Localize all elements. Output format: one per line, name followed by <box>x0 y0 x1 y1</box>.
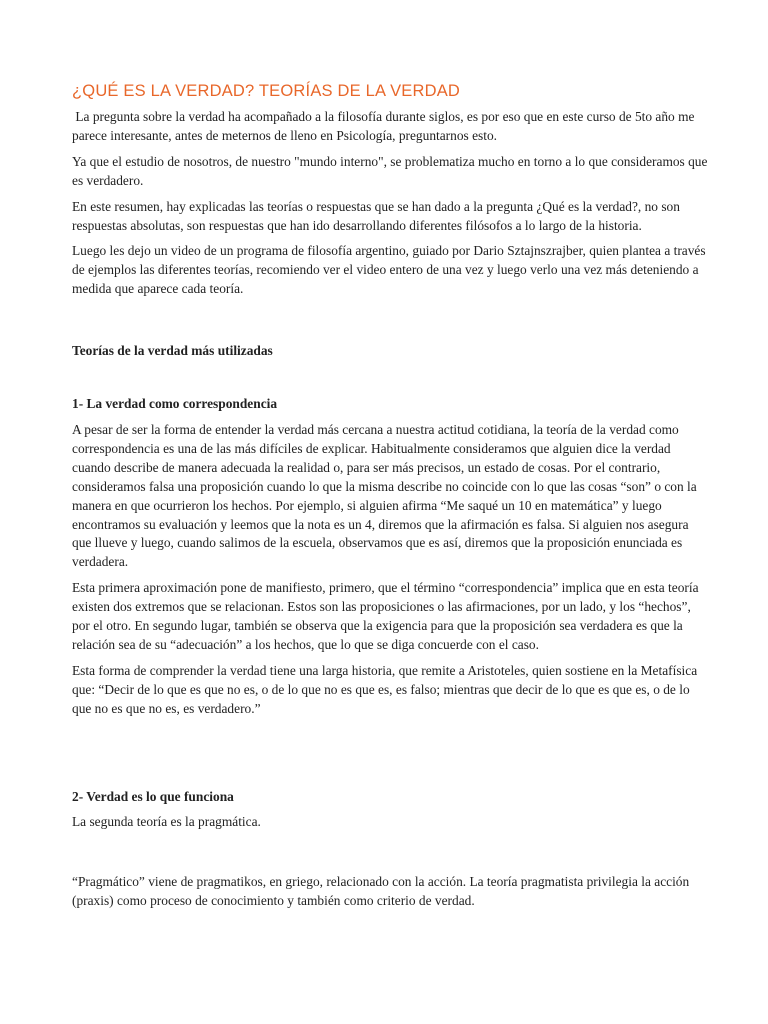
spacer <box>72 361 708 395</box>
document-title: ¿QUÉ ES LA VERDAD? TEORÍAS DE LA VERDAD <box>72 82 461 100</box>
section-heading: Teorías de la verdad más utilizadas <box>72 343 273 359</box>
intro-paragraph-3: En este resumen, hay explicadas las teorías o respuestas que se han dado a la pregunta ¿Qué es la verdad?, no son respuestas absolutas, son respuestas que han ido desarrollando diferentes filósofos a lo largo de la historia. <box>72 198 680 233</box>
theory-1-paragraph-1: A pesar de ser la forma de entender la verdad más cercana a nuestra actitud cotidiana, la teoría de la verdad como correspondencia es una de las más difíciles de explicar. Habitualmente consideramos que alguien dice la verdad cuando describe de manera adecuada la realidad o, para ser más precisos, un estado de cosas. Por el contrario, consideramos falsa una proposición cuando lo que la misma describe no coincide con lo que las cosas “son” o con la manera en que ocurrieron los hechos. Por ejemplo, si alguien afirma “Me saqué un 10 en matemática” y luego encontramos su evaluación y leemos que la nota es un 4, diremos que la afirmación es falsa. Si alguien nos asegura que llueve y luego, cuando salimos de la escuela, observamos que es así, diremos que la proposición enunciada es verdadera. <box>72 421 697 570</box>
theory-2-heading: 2- Verdad es lo que funciona <box>72 788 234 804</box>
theory-1-paragraph-3: Esta forma de comprender la verdad tiene una larga historia, que remite a Aristoteles, quien sostiene en la Metafísica que: “Decir de lo que es que no es, o de lo que no es que es, es falso; mientras que decir de lo que es que es, o de lo que no es que no es, es verdadero.” <box>72 662 698 716</box>
intro-paragraph-1: La pregunta sobre la verdad ha acompañado a la filosofía durante siglos, es por eso que en este curso de 5to año me parece interesante, antes de meternos de lleno en Psicología, preguntarnos esto. <box>72 109 698 143</box>
theory-2-paragraph-2: “Pragmático” viene de pragmatikos, en griego, relacionado con la acción. La teoría pragmatista privilegia la acción (praxis) como proceso de conocimiento y también como criterio de verdad. <box>72 874 690 909</box>
spacer <box>72 726 708 788</box>
intro-paragraph-2: Ya que el estudio de nosotros, de nuestro "mundo interno", se problematiza mucho en torno a lo que consideramos que es verdadero. <box>72 153 708 188</box>
theory-1-paragraph-2: Esta primera aproximación pone de manifiesto, primero, que el término “correspondencia” implica que en esta teoría existen dos extremos que se relacionan. Estos son las proposiciones o las afirmaciones, por un lado, y los “hechos”, por el otro. En segundo lugar, también se observa que la exigencia para que la proposición sea verdadera es que la relación sea de su “adecuación” a los hechos, que lo que se diga concuerde con el caso. <box>72 580 699 652</box>
intro-paragraph-4: Luego les dejo un video de un programa de filosofía argentino, guiado por Dario Sztajnszrajber, quien plantea a través de ejemplos las diferentes teorías, recomiendo ver el video entero de una vez y luego verlo una vez más deteniendo a medida que aparece cada teoría. <box>72 243 706 297</box>
theory-2-paragraph-1: La segunda teoría es la pragmática. <box>72 814 261 830</box>
spacer <box>72 839 708 873</box>
spacer <box>72 306 708 342</box>
theory-1-heading: 1- La verdad como correspondencia <box>72 396 278 412</box>
